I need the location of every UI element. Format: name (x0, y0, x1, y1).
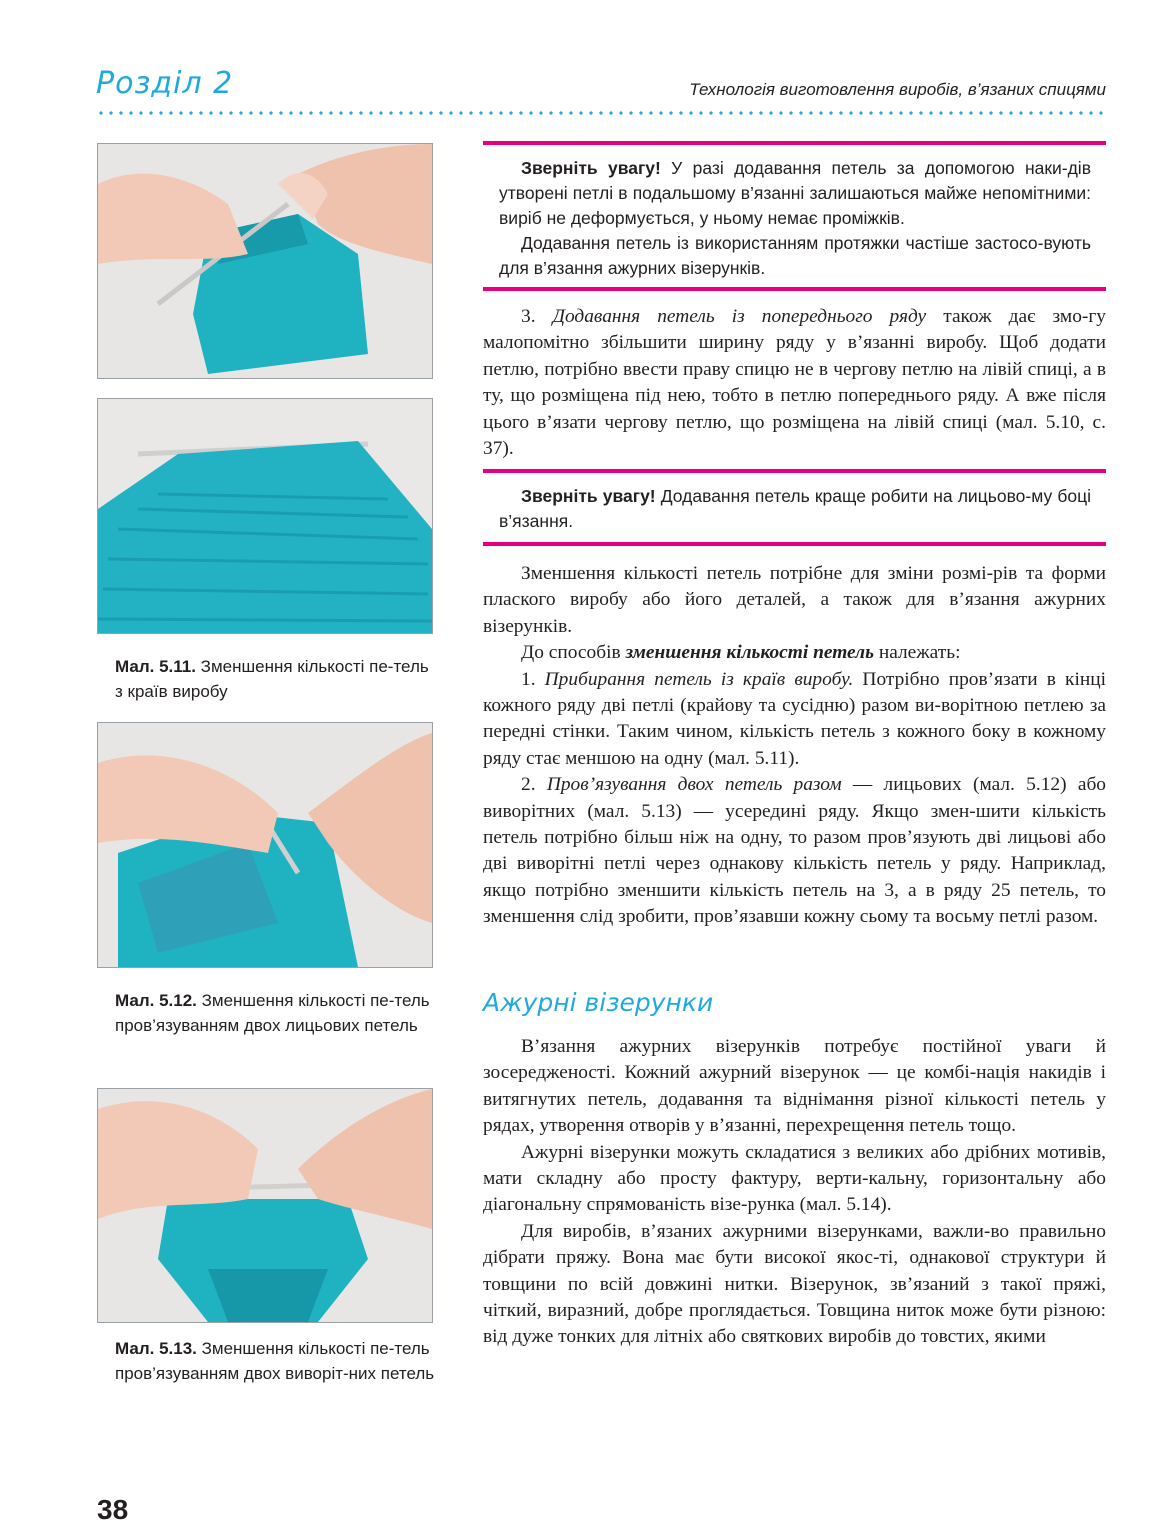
note-label: Зверніть увагу! (521, 158, 661, 178)
knitting-photo-5-12-image (98, 723, 432, 967)
knitting-photo-5-12 (97, 722, 433, 968)
text: належать: (874, 642, 961, 664)
paragraph-add-loops (483, 304, 1106, 462)
note-text: Додавання петель краще робити на лицьово-му боці в’язання. (499, 486, 1091, 531)
item-text: — лицьових (мал. 5.12) або виворітних (мал. 5.13) — усередині ряду. Якщо змен-шити кількість петель потрібно більш ніж на одну, то разом пров’язують дві лицьові або дві виворітні петлі через однакову кількість петель у ряду. Наприклад, якщо потрібно зменшити кількість петель на 3, а в ряду 25 петель, то зменшення слід зробити, пров’язавши кожну сьому та восьму петлі разом. (483, 774, 1107, 928)
note-label: Зверніть увагу! (521, 486, 656, 506)
text: До способів (521, 642, 626, 664)
paragraph-method-2 (483, 772, 1106, 930)
item-term: Пров’язування двох петель разом (546, 774, 842, 796)
paragraph-methods (483, 640, 1106, 666)
note-box-1 (499, 156, 1091, 281)
header-dotted-rule (96, 110, 1106, 116)
caption-number: Мал. 5.13. (115, 1339, 197, 1358)
page-number: 38 (97, 1494, 129, 1525)
paragraph-lace-3: Для виробів, в’язаних ажурними візерунками, важли-во правильно дібрати пряжу. Вона має бути високої якос-ті, однакової структури й товщини по всій довжині нитки. Візерунок, зв’язаний з такої пряжі, чіткий, виразний, добре проглядається. Товщина ниток може бути різною: від дуже тонких для літніх або святкових виробів до товстих, якими (483, 1220, 1106, 1348)
paragraph-reduce: Зменшення кількості петель потрібне для зміни розмі-рів та форми плаского виробу або його деталей, а також для в’язання ажурних візерунків. (483, 563, 1106, 637)
knitting-photo-1-image (98, 144, 432, 378)
bold-term: зменшення кількості петель (625, 642, 874, 664)
caption-number: Мал. 5.12. (115, 991, 197, 1010)
paragraph-lace-1: В’язання ажурних візерунків потребує постійної уваги й зосередженості. Кожний ажурний візерунок — це комбі-нація накидів і витягнутих петель, додавання та віднімання різної кількості петель у рядах, утворення отворів у в’язанні, перехрещення петель тощо. (483, 1036, 1106, 1137)
item-text: Потрібно пров’язати в кінці кожного ряду дві петлі (крайову та сусідню) разом ви-ворітною петлею за передні стінки. Таким чином, кількість петель з кожного боку в кожному ряду стає меншою на одну (мал. 5.11). (483, 668, 1107, 769)
item-number: 2. (521, 774, 547, 796)
figure-caption-5-12 (115, 988, 435, 1038)
paragraph-lace-2: Ажурні візерунки можуть складатися з великих або дрібних мотивів, мати складну або просту фактуру, верти-кальну, горизонтальну або діагональну спрямованість візе-рунка (мал. 5.14). (483, 1141, 1106, 1216)
note-rule-top (483, 141, 1106, 145)
lace-text-block (483, 1034, 1106, 1351)
figure-caption-5-11 (115, 654, 435, 704)
item-term: Прибирання петель із країв виробу. (544, 668, 854, 690)
note-text: У разі додавання петель за допомогою наки-дів утворені петлі в подальшому в’язанні залишаються майже непомітними: виріб не деформується, у ньому немає проміжків. (499, 158, 1091, 228)
note-rule-top (483, 469, 1106, 473)
note-rule-bottom (483, 287, 1106, 291)
note-text-2: Додавання петель із використанням протяжки частіше застосо-вують для в’язання ажурних візерунків. (499, 233, 1091, 278)
knitting-photo-5-11-image (98, 399, 432, 633)
chapter-title: Розділ 2 (96, 66, 234, 101)
figure-caption-5-13 (115, 1336, 435, 1386)
item-number: 1. (521, 668, 545, 690)
note-rule-bottom (483, 542, 1106, 546)
section-heading: Ажурні візерунки (483, 988, 714, 1017)
knitting-photo-5-13-image (98, 1089, 432, 1322)
item-term: Додавання петель із попереднього ряду (552, 306, 927, 327)
caption-text: Зменшення кількості пе-тель пров’язуванням двох виворіт-них петель (115, 1339, 435, 1383)
body-text-block (483, 561, 1106, 931)
running-head: Технологія виготовлення виробів, в’язаних спицями (689, 80, 1106, 99)
caption-text: Зменшення кількості пе-тель з країв виробу (115, 657, 429, 701)
caption-number: Мал. 5.11. (115, 657, 196, 676)
note-box-2 (499, 484, 1091, 534)
paragraph-method-1 (483, 667, 1106, 773)
knitting-photo-5-11 (97, 398, 433, 634)
knitting-photo-5-13 (97, 1088, 433, 1323)
item-text: також дає змо-гу малопомітно збільшити ширину ряду у в’язанні виробу. Щоб додати петлю, потрібно ввести праву спицю не в чергову петлю на лівій спиці, а в ту, що розміщена під нею, тобто в петлю попереднього ряду. А вже після цього в’язати чергову петлю, що розміщена на лівій спиці (мал. 5.10, с. 37). (483, 306, 1107, 460)
item-number: 3. (521, 306, 553, 327)
knitting-photo-1 (97, 143, 433, 379)
caption-text: Зменшення кількості пе-тель пров’язуванням двох лицьових петель (115, 991, 430, 1035)
